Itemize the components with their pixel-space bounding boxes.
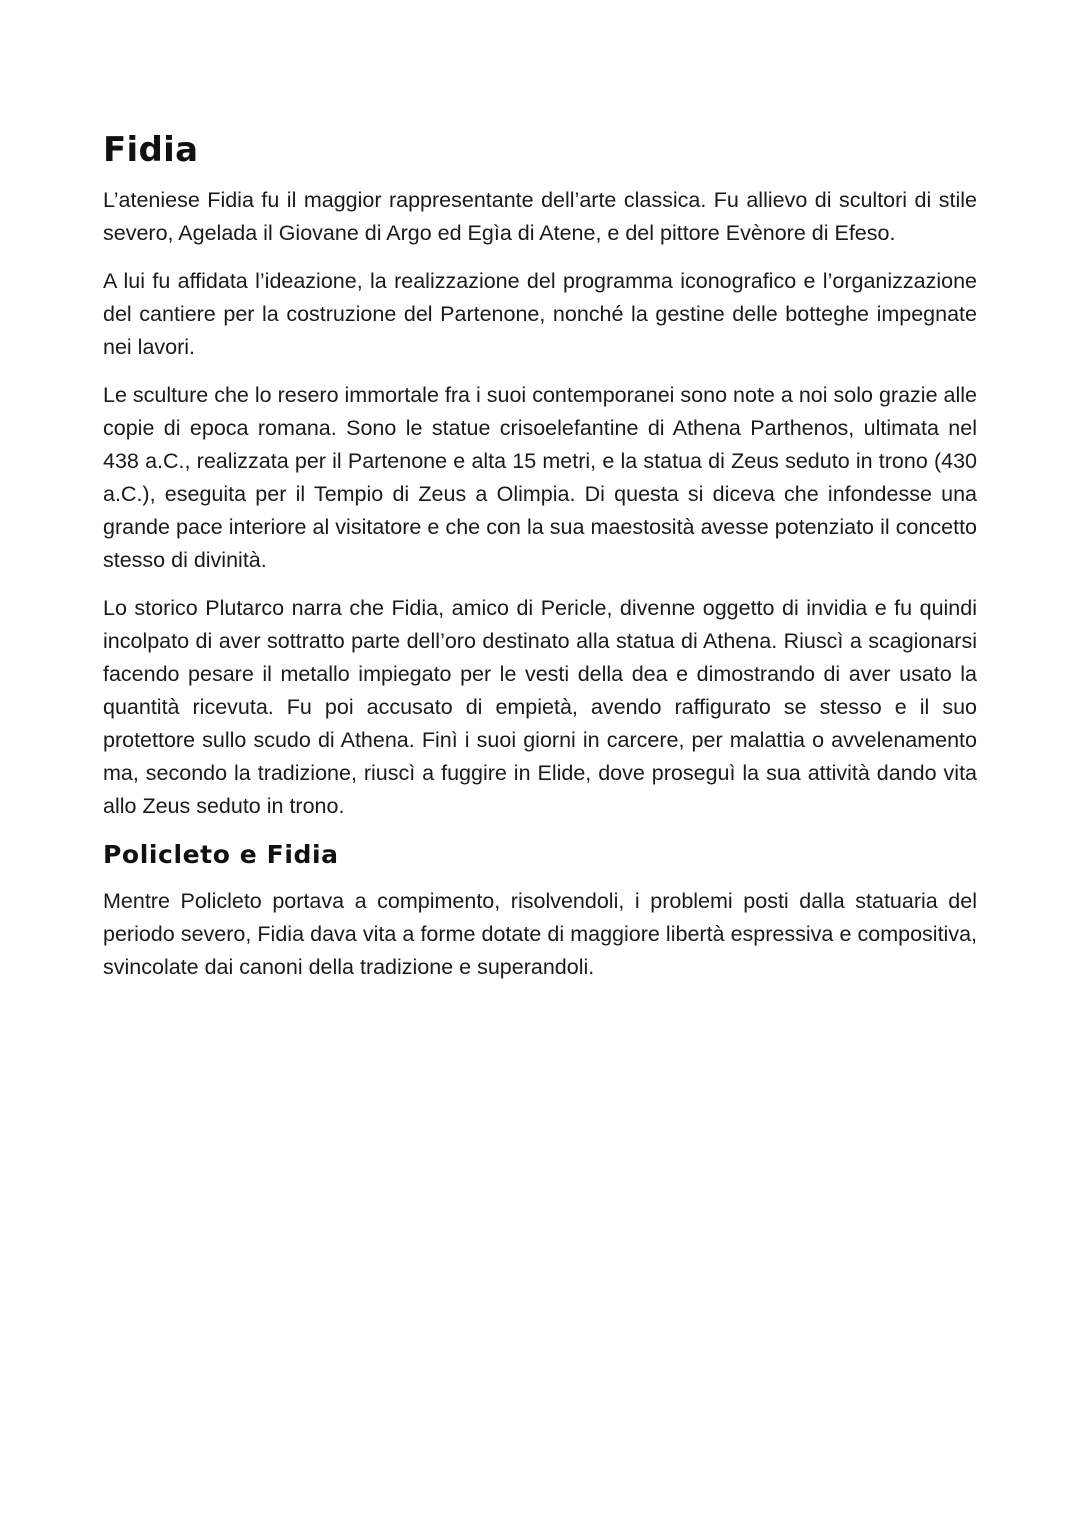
page-title: Fidia: [103, 130, 199, 170]
section-heading: Policleto e Fidia: [103, 840, 339, 869]
document-page: [103, 128, 977, 999]
paragraph-partenone: A lui fu affidata l’ideazione, la realizzazione del programma iconografico e l’organizzazione del cantiere per la costruzione del Partenone, nonché la gestine delle botteghe impegnate nei lavori.: [103, 269, 977, 359]
paragraph-policleto: Mentre Policleto portava a compimento, risolvendoli, i problemi posti dalla statuaria del periodo severo, Fidia dava vita a forme dotate di maggiore libertà espressiva e compositiva, svincolate dai canoni della tradizione e superandoli.: [103, 889, 977, 979]
paragraph-plutarco: Lo storico Plutarco narra che Fidia, amico di Pericle, divenne oggetto di invidia e fu quindi incolpato di aver sottratto parte dell’oro destinato alla statua di Athena. Riuscì a scagionarsi facendo pesare il metallo impiegato per le vesti della dea e dimostrando di aver usato la quantità ricevuta. Fu poi accusato di empietà, avendo raffigurato se stesso e il suo protettore sullo scudo di Athena. Finì i suoi giorni in carcere, per malattia o avvelenamento ma, secondo la tradizione, riuscì a fuggire in Elide, dove proseguì la sua attività dando vita allo Zeus seduto in trono.: [103, 596, 977, 818]
paragraph-sculture: Le sculture che lo resero immortale fra i suoi contemporanei sono note a noi solo grazie alle copie di epoca romana. Sono le statue crisoelefantine di Athena Parthenos, ultimata nel 438 a.C., realizzata per il Partenone e alta 15 metri, e la statua di Zeus seduto in trono (430 a.C.), eseguita per il Tempio di Zeus a Olimpia. Di questa si diceva che infondesse una grande pace interiore al visitatore e che con la sua maestosità avesse potenziato il concetto stesso di divinità.: [103, 383, 977, 572]
paragraph-intro: L’ateniese Fidia fu il maggior rappresentante dell’arte classica. Fu allievo di scultori di stile severo, Agelada il Giovane di Argo ed Egìa di Atene, e del pittore Evènore di Efeso.: [103, 188, 977, 245]
